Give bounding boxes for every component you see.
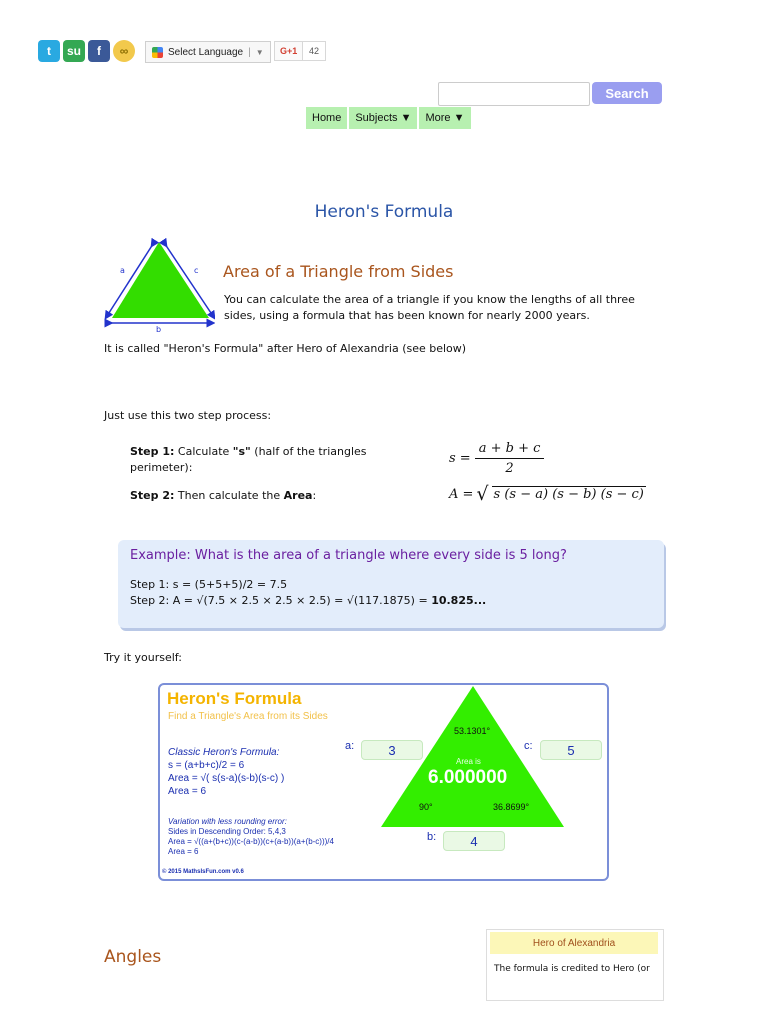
search-button[interactable]: Search <box>592 82 662 104</box>
variation-line: Area = 6 <box>168 847 199 856</box>
step-1-s: "s" <box>232 445 251 458</box>
side-c-input[interactable]: 5 <box>540 740 602 760</box>
chevron-down-icon: ▼ <box>255 47 264 57</box>
variation-line: Sides in Descending Order: 5,4,3 <box>168 827 286 836</box>
formula-s-denominator: 2 <box>505 461 514 476</box>
step-1-text-b: (half of the triangles perimeter): <box>130 445 367 474</box>
classic-line: s = (a+b+c)/2 = 6 <box>168 760 245 771</box>
formula-s <box>449 441 544 476</box>
side-b-input[interactable]: 4 <box>443 831 505 851</box>
triangle-shape <box>112 242 209 318</box>
label-c: c <box>194 266 199 275</box>
select-language-dropdown[interactable] <box>145 41 271 63</box>
classic-formula <box>168 746 284 798</box>
hero-card-heading: Hero of Alexandria <box>490 932 658 954</box>
calculator-title: Heron's Formula <box>167 689 302 708</box>
twitter-icon[interactable]: t <box>38 40 60 62</box>
angle-left: 90° <box>419 802 433 812</box>
gplus-count-value: 42 <box>309 46 320 56</box>
section-heading: Area of a Triangle from Sides <box>223 262 454 281</box>
calculator-subtitle: Find a Triangle's Area from its Sides <box>168 711 328 722</box>
select-language-separator: | <box>248 46 251 58</box>
radical-icon: √ <box>476 483 489 505</box>
variation-title: Variation with less rounding error: <box>168 817 287 826</box>
link-icon[interactable]: ∞ <box>113 40 135 62</box>
angles-heading: Angles <box>104 947 162 967</box>
intro-paragraph: You can calculate the area of a triangle if you know the lengths of all three sides, using a formula that has been known for nearly 2000 years. <box>224 293 635 322</box>
search-input[interactable] <box>438 82 590 106</box>
formula-area-lhs: A = <box>449 486 474 502</box>
angle-right: 36.8699° <box>493 802 530 812</box>
formula-area-body: s (s − a) (s − b) (s − c) <box>493 487 644 502</box>
hero-card-text: The formula is credited to Hero (or <box>494 964 650 974</box>
variation-formula <box>168 817 334 857</box>
step-1 <box>130 444 410 476</box>
try-it-label: Try it yourself: <box>104 651 182 664</box>
select-language-label: Select Language <box>168 46 244 58</box>
gplus-count <box>302 41 326 61</box>
classic-formula-title: Classic Heron's Formula: <box>168 747 280 758</box>
triangle-illustration <box>103 236 215 332</box>
step-2-area: Area <box>283 489 313 502</box>
facebook-icon[interactable]: f <box>88 40 110 62</box>
step-1-label: Step 1: <box>130 445 175 458</box>
label-b: b <box>156 325 162 332</box>
step-2 <box>130 488 410 504</box>
page-title: Heron's Formula <box>314 202 454 222</box>
example-step-2-text: Step 2: A = √(7.5 × 2.5 × 2.5 × 2.5) = √(117.1875) = <box>130 594 432 607</box>
formula-area <box>449 483 646 505</box>
called-paragraph: It is called "Heron's Formula" after Hero of Alexandria (see below) <box>104 342 467 355</box>
formula-s-fraction <box>475 441 545 476</box>
area-label: Area is <box>456 757 481 766</box>
step-2-text-b: : <box>312 489 317 502</box>
classic-line: Area = 6 <box>168 786 207 797</box>
side-c-label: c: <box>524 740 533 752</box>
example-step-2 <box>130 593 486 609</box>
process-intro: Just use this two step process: <box>104 409 272 422</box>
side-a-input[interactable]: 3 <box>361 740 423 760</box>
area-value: 6.000000 <box>428 767 508 788</box>
stumbleupon-icon[interactable]: su <box>63 40 85 62</box>
example-question: Example: What is the area of a triangle where every side is 5 long? <box>130 548 567 563</box>
step-2-label: Step 2: <box>130 489 175 502</box>
label-a: a <box>120 266 125 275</box>
example-step-1: Step 1: s = (5+5+5)/2 = 7.5 <box>130 578 288 591</box>
side-b-label: b: <box>427 831 437 843</box>
nav-subjects[interactable]: Subjects ▼ <box>349 107 417 129</box>
calculator-copyright: © 2015 MathsIsFun.com v0.6 <box>162 869 244 875</box>
variation-line: Area = √((a+(b+c))(c-(a-b))(c+(a-b))(a+(b-c)))/4 <box>168 837 334 846</box>
side-a-label: a: <box>345 740 355 752</box>
classic-line: Area = √( s(s-a)(s-b)(s-c) ) <box>168 773 285 784</box>
step-2-text-a: Then calculate the <box>174 489 284 502</box>
angle-top: 53.1301° <box>454 726 491 736</box>
step-1-text-a: Calculate <box>174 445 233 458</box>
share-bar <box>38 40 135 62</box>
example-result: 10.825... <box>431 594 487 607</box>
formula-s-numerator: a + b + c <box>475 441 545 459</box>
main-nav <box>306 107 471 129</box>
gplus-button[interactable]: G+1 <box>274 41 303 61</box>
formula-s-lhs: s = <box>449 451 471 466</box>
nav-more[interactable]: More ▼ <box>419 107 470 129</box>
nav-home[interactable]: Home <box>306 107 347 129</box>
google-translate-icon <box>152 47 163 58</box>
